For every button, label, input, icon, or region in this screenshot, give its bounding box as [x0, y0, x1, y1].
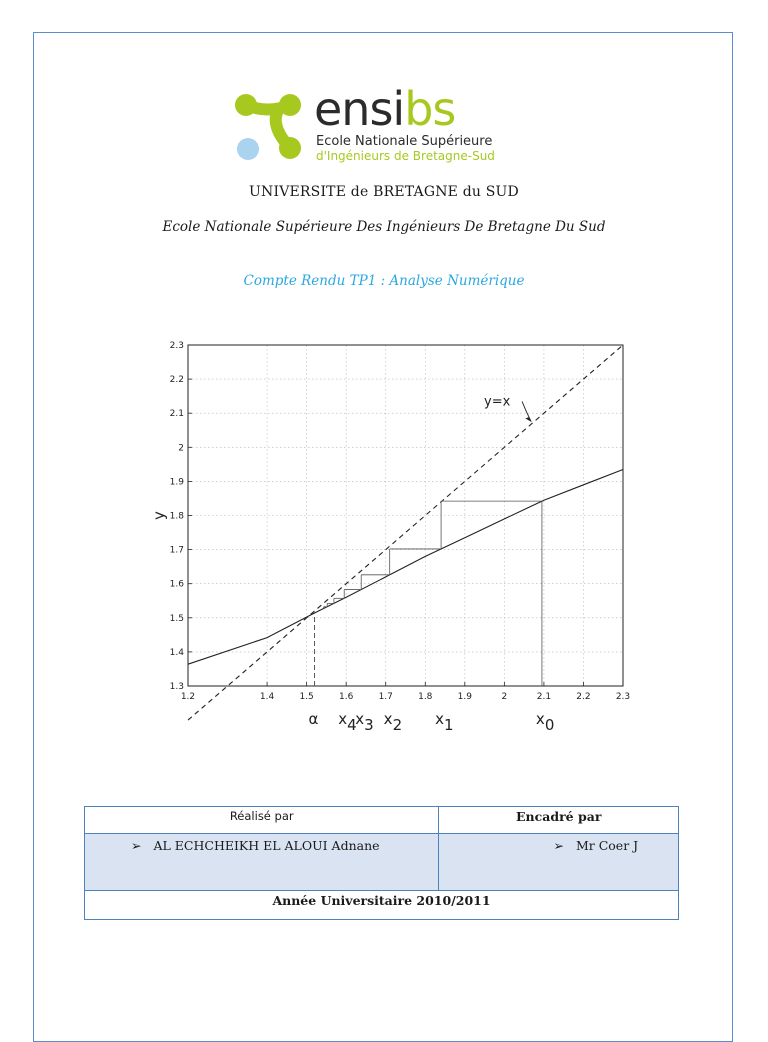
- iteration-label-subscript: 3: [364, 716, 374, 734]
- encadre-header: Encadré par: [439, 807, 679, 834]
- iteration-label: x0: [535, 710, 555, 734]
- x-tick-label: 1.9: [457, 692, 472, 702]
- academic-year: Année Universitaire 2010/2011: [85, 891, 679, 920]
- x-tick-label: 1.6: [339, 692, 354, 702]
- report-title: Compte Rendu TP1 : Analyse Numérique: [243, 273, 525, 289]
- y-tick-label: 1.6: [169, 579, 184, 590]
- logo-subtitle-line1: Ecole Nationale Supérieure: [316, 134, 493, 149]
- y-tick-label: 1.3: [169, 682, 184, 692]
- identity-line: [188, 345, 623, 720]
- iteration-label-subscript: 2: [392, 716, 403, 734]
- logo-wordmark: [314, 82, 456, 136]
- student-name: AL ECHCHEIKH EL ALOUI Adnane: [153, 838, 380, 853]
- y-tick-label: 2.3: [169, 341, 184, 351]
- info-table: [84, 806, 679, 920]
- realise-header: Réalisé par: [85, 807, 439, 834]
- iteration-label: α: [308, 710, 319, 728]
- logo-word-part2: bs: [404, 82, 456, 136]
- iteration-label: x1: [435, 710, 454, 734]
- iteration-label-subscript: 1: [443, 716, 454, 734]
- annotation-arrowhead: [526, 417, 531, 421]
- x-tick-label: 1.8: [418, 692, 433, 702]
- ensibs-logo: [234, 82, 534, 164]
- x-tick-label: 1.4: [259, 692, 275, 702]
- y-tick-label: 2.2: [169, 375, 184, 386]
- iteration-label: x3: [355, 710, 374, 734]
- student-cell: [85, 834, 439, 891]
- y-tick-label: 1.8: [169, 511, 184, 522]
- school-name: Ecole Nationale Supérieure Des Ingénieurs De Bretagne Du Sud: [162, 219, 606, 235]
- x-tick-label: 1.5: [299, 692, 314, 702]
- y-axis-label: y: [150, 511, 168, 520]
- y-tick-label: 1.4: [169, 647, 184, 658]
- university-name: UNIVERSITE de BRETAGNE du SUD: [249, 184, 519, 200]
- ensibs-logo-mark-icon: [234, 92, 314, 164]
- y-tick-label: 2.1: [169, 409, 184, 420]
- identity-line-label: y=x: [484, 394, 511, 410]
- function-curve: [188, 470, 623, 665]
- y-tick-label: 2: [178, 443, 184, 454]
- x-tick-label: 2.2: [576, 692, 591, 702]
- y-tick-label: 1.5: [169, 613, 184, 624]
- y-tick-label: 1.9: [169, 477, 184, 488]
- logo-word-part1: ensi: [314, 82, 405, 136]
- iteration-label-subscript: 4: [347, 716, 357, 734]
- supervisor-name: Mr Coer J: [575, 838, 639, 853]
- logo-subtitle-line2: d'Ingénieurs de Bretagne-Sud: [316, 149, 495, 163]
- supervisor-cell: [439, 834, 679, 891]
- x-tick-label: 2.1: [536, 692, 552, 702]
- fixed-point-chart: [150, 330, 640, 740]
- x-tick-label: 2.3: [615, 692, 631, 702]
- arrow-bullet-icon: ➢: [131, 838, 142, 853]
- x-tick-label: 1.7: [378, 692, 393, 702]
- iteration-label-subscript: 0: [544, 716, 555, 734]
- arrow-bullet-icon: ➢: [553, 838, 564, 853]
- x-tick-label: 1.2: [180, 692, 196, 702]
- y-tick-label: 1.7: [169, 545, 184, 556]
- iteration-label: x4: [338, 710, 357, 734]
- x-tick-label: 2: [501, 692, 508, 702]
- iteration-label: x2: [383, 710, 403, 734]
